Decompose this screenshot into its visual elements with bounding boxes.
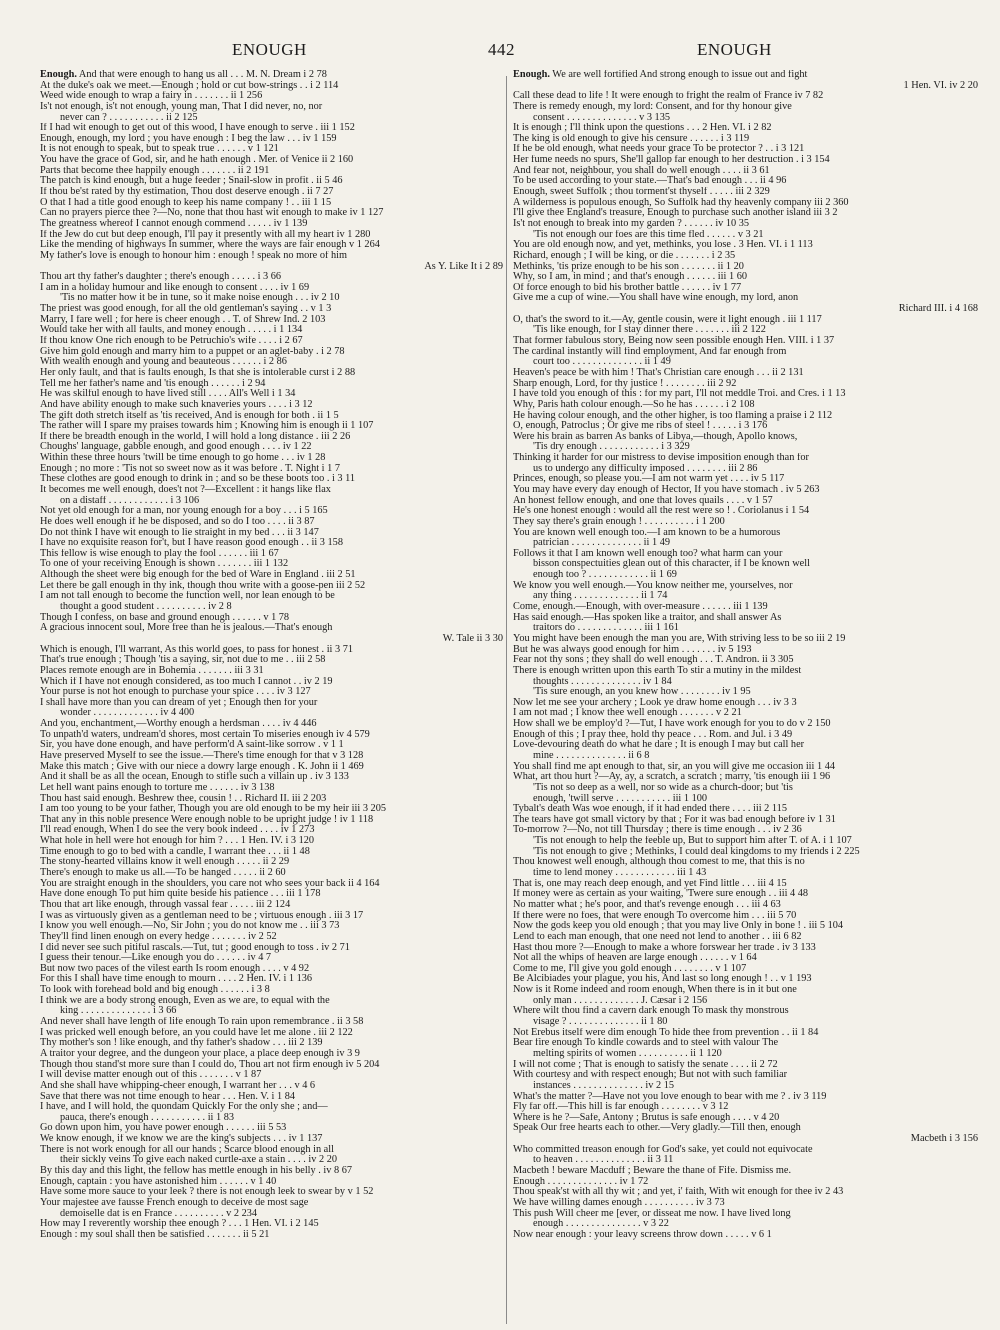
entry-line: I did never see such pitiful rascals.—Tut, tut ; good enough to toss . iv 2 71 [40, 942, 350, 953]
entry-line: Princes, enough, so please you.—I am not warm yet . . . . iv 5 117 [513, 474, 785, 485]
entry-line: I know you well enough.—No, Sir John ; you do not know me . . iii 3 73 [40, 921, 340, 932]
entry-line: Her fume needs no spurs, She'll gallop far enough to her destruction . i 3 154 [513, 155, 830, 166]
entry-line: Save that there was not time enough to hear . . . Hen. V. i 1 84 [40, 1091, 295, 1102]
entry-line: Enough . . . . . . . . . . . . . . iv 1 72 [513, 1176, 649, 1187]
entry-line: Let there be gall enough in thy ink, though thou write with a goose-pen iii 2 52 [40, 580, 366, 591]
entry-line: I am too young to be your father, Though you are old enough to be my heir iii 3 205 [40, 804, 386, 815]
entry-line: He's one honest enough : would all the rest were so ! . Coriolanus i 1 54 [513, 506, 810, 517]
entry-line: How may I reverently worship thee enough ? . . . 1 Hen. VI. i 2 145 [40, 1219, 319, 1230]
entry-line: their sickly veins To give each naked curtle-axe a stain . . . . iv 2 20 [60, 1155, 338, 1166]
entry-line: Lend to each man enough, that one need not lend to another . . iii 6 82 [513, 931, 802, 942]
entry-line: I have, and I will hold, the quondam Quickly For the only she ; and— [40, 1102, 328, 1113]
entry-line: Places remote enough are in Bohemia . . . . . . . iii 3 31 [40, 665, 264, 676]
entry-line: only man . . . . . . . . . . . . . J. Cæsar i 2 156 [533, 995, 708, 1006]
entry-line: And it shall be as all the ocean, Enough to stifle such a villain up . iv 3 133 [40, 772, 349, 783]
entry-line: 'Tis no matter how it be in tune, so it make noise enough . . . iv 2 10 [60, 293, 340, 304]
entry-line: melting spirits of women . . . . . . . . . . ii 1 120 [533, 1048, 722, 1059]
entry-line: Enough. And that were enough to hang us all . . . M. N. Dream i 2 78 [40, 70, 327, 80]
entry-line: W. Tale ii 3 30 [442, 633, 503, 644]
entry-line: This fellow is wise enough to play the fool . . . . . . iii 1 67 [40, 548, 279, 559]
page-number: 442 [488, 40, 515, 59]
entry-line: time to lend money . . . . . . . . . . . . iii 1 43 [533, 868, 707, 879]
entry-line: Come, enough.—Enough, with over-measure . . . . . . iii 1 139 [513, 602, 768, 613]
entry-line: Her only fault, and that is faults enough, Is that she is intolerable curst i 2 88 [40, 367, 356, 378]
entry-line: Of force enough to bid his brother battle . . . . . . iv 1 77 [513, 282, 742, 293]
entry-line: It is not enough to speak, but to speak true . . . . . . v 1 121 [40, 144, 279, 155]
entry-line: We know you well enough.—You know neither me, yourselves, nor [513, 580, 793, 591]
entry-line: Which is enough, I'll warrant, As this world goes, to pass for honest . ii 3 71 [40, 644, 354, 655]
header-left-word: ENOUGH [232, 40, 307, 59]
entry-line: That's true enough ; Though 'tis a saying, sir, not due to me . . iii 2 58 [40, 655, 326, 666]
entry-line: 'Tis like enough, for I stay dinner there . . . . . . . iii 2 122 [533, 325, 766, 336]
entry-line: thought a good student . . . . . . . . . . iv 2 8 [60, 602, 232, 613]
entry-line: Thy mother's son ! like enough, and thy father's shadow . . . iii 2 139 [40, 1038, 323, 1049]
entry-line: The priest was good enough, for all the old gentleman's saying . . v 1 3 [40, 304, 332, 315]
entry-line: Thou speak'st with all thy wit ; and yet, i' faith, With wit enough for thee iv 2 43 [513, 1187, 844, 1198]
entry-line: Although the sheet were big enough for the bed of Ware in England . iii 2 51 [40, 570, 356, 581]
entry-line: Call these dead to life ! It were enough to fright the realm of France iv 7 82 [513, 91, 824, 102]
entry-line: Now near enough : your leavy screens throw down . . . . . v 6 1 [513, 1229, 772, 1240]
entry-line: And have ability enough to make such knaveries yours . . . . i 3 12 [40, 399, 313, 410]
entry-line: To one of your receiving Enough is shown . . . . . . . iii 1 132 [40, 559, 289, 570]
entry-line: If I had wit enough to get out of this wood, I have enough to serve . iii 1 152 [40, 123, 355, 134]
entry-line: If the Jew do cut but deep enough, I'll pay it presently with all my heart iv 1 280 [40, 229, 371, 240]
entry-line: As Y. Like It i 2 89 [424, 261, 503, 272]
entry-line: Follows it that I am known well enough too? what harm can your [513, 548, 783, 559]
entry-line: Enough ; no more : 'Tis not so sweet now as it was before . T. Night i 1 7 [40, 463, 340, 474]
entry-line: We know enough, if we know we are the king's subjects . . . iv 1 137 [40, 1134, 323, 1145]
entry-line: I have told you enough of this : for my part, I'll not meddle Troi. and Cres. i 1 13 [513, 389, 846, 400]
running-header [0, 34, 1000, 64]
entry-line: There is not work enough for all our hands ; Scarce blood enough in all [40, 1144, 334, 1155]
entry-line: Were his brain as barren As banks of Libya,—though, Apollo knows, [513, 431, 798, 442]
entry-line: The stony-hearted villains know it well enough . . . . . ii 2 29 [40, 857, 290, 868]
entry-line: An honest fellow enough, and one that loves quails . . . . v 1 57 [513, 495, 773, 506]
entry-line: Enough : my soul shall then be satisfied . . . . . . . ii 5 21 [40, 1229, 270, 1240]
entry-line: If there were no foes, that were enough To overcome him . . . iii 5 70 [513, 910, 797, 921]
entry-line: I'll give thee England's treasure, Enough to purchase such another island iii 3 2 [513, 208, 838, 219]
entry-line: The rather will I spare my praises towards him ; Knowing him is enough ii 1 107 [40, 421, 374, 432]
entry-line: visage ? . . . . . . . . . . . . . . ii 1 80 [533, 1017, 668, 1028]
entry-line: And never shall have length of life enough To rain upon remembrance . ii 3 58 [40, 1017, 364, 1028]
entry-line: Enough, enough, my lord ; you have enough : I beg the law . . . iv 1 159 [40, 133, 337, 144]
entry-line: They'll find linen enough on every hedge . . . . . . . iv 2 52 [40, 931, 277, 942]
entry-line: Now the gods keep you old enough ; that you may live Only in bone ! . iii 5 104 [513, 921, 844, 932]
entry-line: Have some more sauce to your leek ? there is not enough leek to swear by v 1 52 [40, 1187, 374, 1198]
entry-line: Is't not enough, is't not enough, young man, That I did never, no, nor [40, 101, 323, 112]
entry-line: Fly far off.—This hill is far enough . . . . . . . . v 3 12 [513, 1102, 729, 1113]
entry-line: Though I confess, on base and ground enough . . . . . . v 1 78 [40, 612, 290, 623]
entry-line: The greatness whereof I cannot enough commend . . . . . iv 1 139 [40, 218, 308, 229]
entry-line: Your purse is not hot enough to purchase your spice . . . . iv 3 127 [40, 687, 311, 698]
entry-line: And fear not, neighbour, you shall do well enough . . . . ii 3 61 [513, 165, 770, 176]
entry-line: There is remedy enough, my lord: Consent, and for thy honour give [513, 101, 792, 112]
entry-line: Be Alcibiades your plague, you his, And last so long enough ! . . v 1 193 [513, 974, 812, 985]
entry-line: Who committed treason enough for God's sake, yet could not equivocate [513, 1144, 813, 1155]
entry-line: Let hell want pains enough to torture me . . . . . . iv 3 138 [40, 782, 275, 793]
entry-line: Not yet old enough for a man, nor young enough for a boy . . . i 5 165 [40, 506, 328, 517]
entry-line: He having colour enough, and the other higher, is too flaming a praise i 2 112 [513, 410, 833, 421]
entry-line: That former fabulous story, Being now seen possible enough Hen. VIII. i 1 37 [513, 336, 835, 347]
entry-line: Thinking it harder for our mistress to devise imposition enough than for [513, 453, 809, 464]
entry-line: Give him gold enough and marry him to a puppet or an aglet-baby . i 2 78 [40, 346, 345, 357]
headword: Enough. [513, 70, 550, 80]
entry-line: instances . . . . . . . . . . . . . . iv 2 15 [533, 1080, 674, 1091]
entry-line: If there be breadth enough in the world, I will hold a long distance . iii 2 26 [40, 431, 351, 442]
entry-line: Enough. We are well fortified And strong enough to issue out and fight [513, 70, 808, 80]
entry-line: court too . . . . . . . . . . . . . . ii 1 49 [533, 357, 671, 368]
entry-line: Why, so I am, in mind ; and that's enough . . . . . . iii 1 60 [513, 272, 747, 283]
entry-line: Within these three hours 'twill be time enough to go home . . . iv 1 28 [40, 453, 326, 464]
entry-line: I will not come ; That is enough to satisfy the senate . . . . ii 2 72 [513, 1059, 778, 1070]
entry-line: But now two paces of the vilest earth Is room enough . . . . v 4 92 [40, 963, 310, 974]
entry-line: You might have been enough the man you are, With striving less to be so iii 2 19 [513, 633, 846, 644]
entry-line: I have no exquisite reason for't, but I have reason good enough . . ii 3 158 [40, 538, 343, 549]
entry-line: never can ? . . . . . . . . . . . ii 2 125 [60, 112, 198, 123]
entry-line: 'Tis not enough to give ; Methinks, I could deal kingdoms to my friends i 2 225 [533, 846, 860, 857]
entry-line: At the duke's oak we meet.—Enough ; hold or cut bow-strings . . i 2 114 [40, 80, 339, 91]
entry-line: He was skilful enough to have lived still . . . . All's Well i 1 34 [40, 389, 296, 400]
entry-line: Macbeth i 3 156 [910, 1134, 978, 1145]
entry-line: Heaven's peace be with him ! That's Christian care enough . . . ii 2 131 [513, 367, 804, 378]
entry-line: A traitor your degree, and the dungeon your place, a place deep enough iv 3 9 [40, 1048, 360, 1059]
entry-line: king . . . . . . . . . . . . . . i 3 66 [60, 1006, 177, 1017]
entry-line: To-morrow ?—No, not till Thursday ; there is time enough . . . iv 2 36 [513, 825, 802, 836]
entry-line: With wealth enough and young and beauteous . . . . . . i 2 86 [40, 357, 287, 368]
entry-line: enough . . . . . . . . . . . . . . . v 3 22 [533, 1219, 669, 1230]
entry-line: Now is it Rome indeed and room enough, When there is in it but one [513, 985, 797, 996]
entry-line: Thou knowest well enough, although thou comest to me, that this is no [513, 857, 805, 868]
entry-line: Macbeth ! beware Macduff ; Beware the thane of Fife. Dismiss me. [513, 1165, 792, 1176]
entry-line: I think we are a body strong enough, Even as we are, to equal with the [40, 995, 330, 1006]
entry-line: These clothes are good enough to drink in ; and so be these boots too . i 3 11 [40, 474, 356, 485]
entry-line: Fear not thy sons ; they shall do well enough . . . T. Andron. ii 3 305 [513, 655, 794, 666]
entry-line: I'll read enough, When I do see the very book indeed . . . . iv 1 273 [40, 825, 315, 836]
column-divider [506, 76, 507, 1324]
entry-line: O that I had a title good enough to keep his name company ! . . iii 1 15 [40, 197, 332, 208]
entry-line: I am not mad ; I know thee well enough . . . . . . . v 2 21 [513, 708, 742, 719]
entry-line: They say there's grain enough ! . . . . . . . . . . i 1 200 [513, 516, 725, 527]
headword: Enough. [40, 70, 77, 80]
entry-line: With courtesy and with respect enough; But not with such familiar [513, 1070, 788, 1081]
entry-line: 'Tis sure enough, an you knew how . . . . . . . . iv 1 95 [533, 687, 751, 698]
entry-line: Do not think I have wit enough to lie straight in my bed . . . ii 3 147 [40, 527, 319, 538]
entry-line: If money were as certain as your waiting, 'Twere sure enough . . iii 4 48 [513, 889, 809, 900]
entry-line: Time enough to go to bed with a candle, I warrant thee . . . ii 1 48 [40, 846, 310, 857]
entry-line: We have willing dames enough . . . . . . . . . . iv 3 73 [513, 1197, 725, 1208]
entry-line: Speak Our free hearts each to other.—Very gladly.—Till then, enough [513, 1123, 801, 1134]
right-column [513, 70, 978, 1325]
entry-line: Richard, enough ; I will be king, or die . . . . . . . i 2 35 [513, 250, 736, 261]
entry-line: enough, 'twill serve . . . . . . . . . . . iii 1 100 [533, 793, 708, 804]
left-column [40, 70, 503, 1325]
entry-line: to heaven . . . . . . . . . . . . . . ii 3 11 [533, 1155, 674, 1166]
entry-line: You may have every day enough of Hector, If you have stomach . iv 5 263 [513, 484, 820, 495]
entry-line: 'Tis not enough to help the feeble up, But to support him after T. of A. i 1 107 [533, 836, 852, 847]
entry-line: Would take her with all faults, and money enough . . . . . i 1 134 [40, 325, 303, 336]
entry-line: Your majestee ave fausse French enough to deceive de most sage [40, 1197, 309, 1208]
entry-line: Where wilt thou find a cavern dark enough To mask thy monstrous [513, 1006, 789, 1017]
entry-line: wonder . . . . . . . . . . . . . iv 4 400 [60, 708, 195, 719]
header-right-word: ENOUGH [697, 40, 772, 59]
entry-line: Have done enough To put him quite beside his patience . . . iii 1 178 [40, 889, 321, 900]
entry-line: By this day and this light, the fellow has mettle enough in his belly . iv 8 67 [40, 1165, 353, 1176]
entry-line: consent . . . . . . . . . . . . . . v 3 135 [533, 112, 670, 123]
entry-line: There is enough written upon this earth To stir a mutiny in the mildest [513, 665, 802, 676]
entry-line: Can no prayers pierce thee ?—No, none that thou hast wit enough to make iv 1 127 [40, 208, 384, 219]
entry-line: Bear fire enough To kindle cowards and to steel with valour The [513, 1038, 779, 1049]
entry-line: He does well enough if he be disposed, and so do I too . . . . ii 3 87 [40, 516, 315, 527]
entry-line: pauca, there's enough . . . . . . . . . . . ii 1 83 [60, 1112, 235, 1123]
entry-line: demoiselle dat is en France . . . . . . . . . . v 2 234 [60, 1208, 258, 1219]
entry-line: Like the mending of highways In summer, where the ways are fair enough v 1 264 [40, 240, 380, 251]
entry-line: 1 Hen. VI. iv 2 20 [903, 80, 978, 91]
entry-line: How shall we be employ'd ?—Tut, I have work enough for you to do v 2 150 [513, 719, 831, 730]
entry-line: Is't not enough to break into my garden ? . . . . . . iv 10 35 [513, 218, 750, 229]
entry-line: bisson conspectuities glean out of this character, if I be known well [533, 559, 810, 570]
entry-line: Make this match ; Give with our niece a dowry large enough . K. John ii 1 469 [40, 761, 364, 772]
entry-line: Marry, I fare well ; for here is cheer enough . . T. of Shrew Ind. 2 103 [40, 314, 326, 325]
entry-line: Not Erebus itself were dim enough To hide thee from prevention . . ii 1 84 [513, 1027, 819, 1038]
entry-line: patrician . . . . . . . . . . . . . . ii 1 49 [533, 538, 670, 549]
entry-line: To look with forehead bold and big enough . . . . . . i 3 8 [40, 985, 270, 996]
entry-line: Thou art thy father's daughter ; there's enough . . . . . i 3 66 [40, 272, 282, 283]
entry-line: Enough of this ; I pray thee, hold thy peace . . . Rom. and Jul. i 3 49 [513, 729, 793, 740]
entry-line: 'Tis dry enough . . . . . . . . . . . . i 3 329 [533, 442, 690, 453]
entry-line: Give me a cup of wine.—You shall have wine enough, my lord, anon [513, 293, 799, 304]
entry-line: If thou be'st rated by thy estimation, Thou dost deserve enough . ii 7 27 [40, 187, 334, 198]
entry-line: You are known well enough too.—I am known to be a humorous [513, 527, 781, 538]
entry-line: 'Tis not enough our foes are this time fled . . . . . . v 3 21 [533, 229, 764, 240]
entry-line: Now let me see your archery ; Look ye draw home enough . . . iv 3 3 [513, 697, 797, 708]
entry-line: The gift doth stretch itself as 'tis received, And is enough for both . ii 1 5 [40, 410, 339, 421]
entry-line: any thing . . . . . . . . . . . . . ii 1 74 [533, 591, 668, 602]
entry-line: Has said enough.—Has spoken like a traitor, and shall answer As [513, 612, 782, 623]
entry-line: If he be old enough, what needs your grace To be protector ? . . i 3 121 [513, 144, 805, 155]
entry-line: Love-devouring death do what he dare ; It is enough I may but call her [513, 740, 805, 751]
entry-line: To unpath'd waters, undream'd shores, most certain To miseries enough iv 4 579 [40, 729, 370, 740]
entry-line: Tell me her father's name and 'tis enough . . . . . . i 2 94 [40, 378, 266, 389]
entry-line: It becomes me well enough, does't not ?—Excellent : it hangs like flax [40, 484, 331, 495]
entry-line: But he was always good enough for him . . . . . . . iv 5 193 [513, 644, 752, 655]
entry-line: Sir, you have done enough, and have perform'd A saint-like sorrow . v 1 1 [40, 740, 344, 751]
entry-line: Richard III. i 4 168 [898, 304, 978, 315]
entry-line: I am not tall enough to become the function well, nor lean enough to be [40, 591, 335, 602]
entry-line: You are straight enough in the shoulders, you care not who sees your back ii 4 164 [40, 878, 380, 889]
entry-line: 'Tis not so deep as a well, nor so wide as a church-door; but 'tis [533, 782, 793, 793]
entry-line: If thou know One rich enough to be Petruchio's wife . . . . i 2 67 [40, 336, 303, 347]
entry-line: O, that's the sword to it.—Ay, gentle cousin, were it light enough . iii 1 117 [513, 314, 822, 325]
entry-line: That any in this noble presence Were enough noble to be upright judge ! iv 1 118 [40, 814, 374, 825]
entry-line: No matter what ; he's poor, and that's revenge enough . . . iii 4 63 [513, 899, 781, 910]
entry-line: To be used according to your state.—That's bad enough . . . ii 4 96 [513, 176, 787, 187]
entry-line: O, enough, Patroclus ; Or give me ribs of steel ! . . . . . i 3 176 [513, 421, 768, 432]
entry-line: A gracious innocent soul, More free than he is jealous.—That's enough [40, 623, 333, 634]
entry-line: Not all the whips of heaven are large enough . . . . . . v 1 64 [513, 953, 757, 964]
entry-line: Parts that become thee happily enough . . . . . . . ii 2 191 [40, 165, 270, 176]
entry-line: Methinks, 'tis prize enough to be his son . . . . . . . ii 1 20 [513, 261, 744, 272]
entry-line: I guess their tenour.—Like enough you do . . . . . . iv 4 7 [40, 953, 272, 964]
entry-line: There's enough to make us all.—To be hanged . . . . . ii 2 60 [40, 868, 286, 879]
entry-line: Thou that art like enough, through vassal fear . . . . . iii 2 124 [40, 899, 291, 910]
entry-line: thoughts . . . . . . . . . . . . . . iv 1 84 [533, 676, 672, 687]
entry-line: enough too ? . . . . . . . . . . . . ii 1 69 [533, 570, 677, 581]
entry-line: Thou hast said enough. Beshrew thee, cousin ! . . Richard II. iii 2 203 [40, 793, 327, 804]
entry-line: mine . . . . . . . . . . . . . . ii 6 8 [533, 751, 650, 761]
entry-line: I was pricked well enough before, an you could have let me alone . iii 2 122 [40, 1027, 353, 1038]
entry-line: Where is he ?—Safe, Antony ; Brutus is safe enough . . . . v 4 20 [513, 1112, 780, 1123]
entry-line: I was as virtuously given as a gentleman need to be ; virtuous enough . iii 3 17 [40, 910, 364, 921]
entry-line: I shall have more than you can dream of yet ; Enough then for your [40, 697, 318, 708]
entry-line: Though thou stand'st more sure than I could do, Thou art not firm enough iv 5 204 [40, 1059, 380, 1070]
entry-line: Weed wide enough to wrap a fairy in . . . . . . . ii 1 256 [40, 91, 263, 102]
entry-line: Hast thou more ?—Enough to make a whore forswear her trade . iv 3 133 [513, 942, 816, 953]
entry-line: You shall find me apt enough to that, sir, an you will give me occasion iii 1 44 [513, 761, 835, 772]
entry-line: Sharp enough, Lord, for thy justice ! . . . . . . . . iii 2 92 [513, 378, 737, 389]
entry-line: Enough, sweet Suffolk ; thou torment'st thyself . . . . . iii 2 329 [513, 187, 770, 198]
entry-line: Why, Paris hath colour enough.—So he has . . . . . . i 2 108 [513, 399, 755, 410]
entry-line: What's the matter ?—Have not you love enough to bear with me ? . iv 3 119 [513, 1091, 827, 1102]
entry-line: traitors do . . . . . . . . . . . . . iii 1 161 [533, 623, 679, 634]
entry-line: Choughs' language, gabble enough, and good enough . . . . iv 1 22 [40, 442, 312, 453]
entry-line: I will devise matter enough out of this . . . . . . . v 1 87 [40, 1070, 262, 1081]
entry-line: A wilderness is populous enough, So Suffolk had thy heavenly company iii 2 360 [513, 197, 849, 208]
entry-line: For this I shall have time enough to mourn . . . . 2 Hen. IV. i 1 136 [40, 974, 313, 985]
entry-line: What hole in hell were hot enough for him ? . . . 1 Hen. IV. i 3 120 [40, 836, 315, 847]
entry-line: What, art thou hurt ?—Ay, ay, a scratch, a scratch ; marry, 'tis enough iii 1 96 [513, 772, 831, 783]
entry-line: This push Will cheer me [ever, or disseat me now. I have lived long [513, 1208, 791, 1219]
entry-line: Tybalt's death Was woe enough, if it had ended there . . . . iii 2 115 [513, 804, 787, 815]
entry-line: You are old enough now, and yet, methinks, you lose . 3 Hen. VI. i 1 113 [513, 240, 813, 251]
entry-line: Have preserved Myself to see the issue.—There's time enough for that v 3 128 [40, 751, 364, 761]
entry-line: And you, enchantment,—Worthy enough a herdsman . . . . iv 4 446 [40, 719, 317, 730]
entry-line: It is enough ; I'll think upon the questions . . . 2 Hen. VI. i 2 82 [513, 123, 772, 134]
entry-line: The cardinal instantly will find employment, And far enough from [513, 346, 787, 357]
entry-line: And she shall have whipping-cheer enough, I warrant her . . . v 4 6 [40, 1080, 316, 1091]
entry-line: My father's love is enough to honour him : enough ! speak no more of him [40, 250, 347, 261]
entry-line: on a distaff . . . . . . . . . . . . i 3 106 [60, 495, 200, 506]
entry-line: Come to me, I'll give you gold enough . . . . . . . . v 1 107 [513, 963, 747, 974]
entry-line: You have the grace of God, sir, and he hath enough . Mer. of Venice ii 2 160 [40, 155, 354, 166]
entry-line: Which if I have not enough considered, as too much I cannot . . iv 2 19 [40, 676, 333, 687]
entry-line: Go down upon him, you have power enough . . . . . . iii 5 53 [40, 1123, 287, 1134]
entry-line: The king is old enough to give his censure . . . . . . i 3 119 [513, 133, 750, 144]
entry-line: The patch is kind enough, but a huge feeder ; Snail-slow in profit . ii 5 46 [40, 176, 343, 187]
entry-line: us to undergo any difficulty imposed . . . . . . . . iii 2 86 [533, 463, 758, 474]
entry-line: That is, one may reach deep enough, and yet Find little . . . iii 4 15 [513, 878, 787, 889]
entry-line: The tears have got small victory by that ; For it was bad enough before iv 1 31 [513, 814, 836, 825]
entry-line: I am in a holiday humour and like enough to consent . . . . iv 1 69 [40, 282, 310, 293]
entry-line: Enough, captain : you have astonished him . . . . . . v 1 40 [40, 1176, 277, 1187]
